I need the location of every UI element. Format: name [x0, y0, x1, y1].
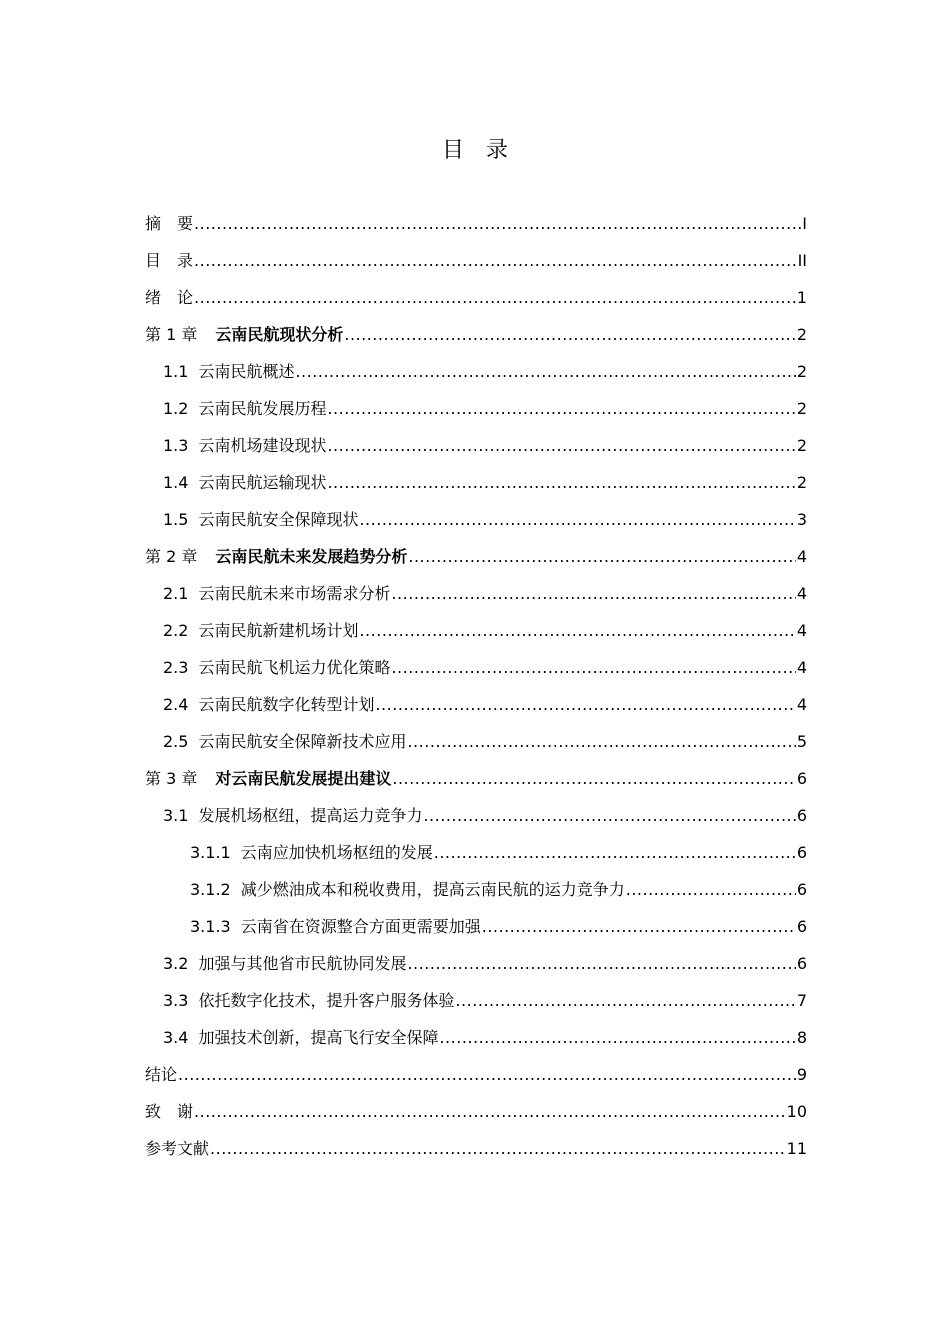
toc-entry-chapter-3[interactable] — [145, 763, 807, 800]
toc-entry-label: 云南民航发展历程 — [198, 399, 327, 418]
toc-entry-number: 3.1.2 — [190, 880, 231, 899]
toc-entry-page: 8 — [796, 1028, 807, 1047]
toc-entry-page: 11 — [786, 1139, 807, 1158]
dot-leader — [455, 985, 795, 1017]
toc-entry-page: 2 — [796, 436, 807, 455]
toc-entry-label: 云南民航现状分析 — [215, 325, 344, 344]
toc-entry-label: 云南民航飞机运力优化策略 — [198, 658, 391, 677]
toc-entry-label: 云南民航安全保障新技术应用 — [198, 732, 407, 751]
toc-entry-section-3-1-1[interactable] — [145, 837, 807, 874]
toc-entry-page: 6 — [796, 843, 807, 862]
dot-leader — [194, 208, 801, 240]
dot-leader — [391, 652, 795, 684]
toc-entry-number: 1.4 — [163, 473, 189, 492]
toc-entry-page: 3 — [796, 510, 807, 529]
toc-entry-section-2-3[interactable] — [145, 652, 807, 689]
toc-entry-number: 3.1.3 — [190, 917, 231, 936]
toc-entry-label: 依托数字化技术，提升客户服务体验 — [198, 991, 455, 1010]
toc-entry-label: 云南民航概述 — [198, 362, 295, 381]
dot-leader — [194, 282, 796, 314]
toc-entry-page: 6 — [796, 880, 807, 899]
toc-entry-section-2-2[interactable] — [145, 615, 807, 652]
toc-entry-introduction[interactable] — [145, 282, 807, 319]
toc-entry-number: 3.1 — [163, 806, 189, 825]
toc-list — [145, 208, 807, 1170]
toc-entry-page: 2 — [796, 325, 807, 344]
dot-leader — [327, 467, 795, 499]
toc-entry-section-3-2[interactable] — [145, 948, 807, 985]
toc-entry-number: 1.2 — [163, 399, 189, 418]
toc-entry-chapter-2[interactable] — [145, 541, 807, 578]
toc-entry-section-1-1[interactable] — [145, 356, 807, 393]
toc-entry-page: 4 — [796, 621, 807, 640]
toc-entry-number: 3.1.1 — [190, 843, 231, 862]
dot-leader — [407, 726, 795, 758]
toc-entry-section-1-3[interactable] — [145, 430, 807, 467]
dot-leader — [392, 763, 795, 795]
toc-entry-label: 发展机场枢纽，提高运力竞争力 — [198, 806, 423, 825]
toc-entry-section-3-1-2[interactable] — [145, 874, 807, 911]
dot-leader — [194, 1096, 786, 1128]
toc-entry-number: 2.1 — [163, 584, 189, 603]
toc-entry-section-3-3[interactable] — [145, 985, 807, 1022]
toc-entry-label: 云南民航未来发展趋势分析 — [215, 547, 408, 566]
dot-leader — [327, 430, 795, 462]
toc-entry-page: 6 — [796, 917, 807, 936]
toc-entry-page: II — [797, 251, 807, 270]
dot-leader — [434, 837, 796, 869]
toc-entry-label: 云南民航运输现状 — [198, 473, 327, 492]
toc-entry-label: 云南民航未来市场需求分析 — [198, 584, 391, 603]
toc-entry-section-3-4[interactable] — [145, 1022, 807, 1059]
toc-entry-label: 加强与其他省市民航协同发展 — [198, 954, 407, 973]
toc-entry-number: 1.1 — [163, 362, 189, 381]
toc-entry-page: 2 — [796, 399, 807, 418]
toc-entry-page: 10 — [786, 1102, 807, 1121]
dot-leader — [295, 356, 795, 388]
dot-leader — [359, 504, 795, 536]
toc-entry-page: 6 — [796, 769, 807, 788]
toc-entry-label: 云南应加快机场枢纽的发展 — [240, 843, 433, 862]
toc-entry-number: 1.3 — [163, 436, 189, 455]
dot-leader — [439, 1022, 795, 1054]
toc-entry-number: 2.4 — [163, 695, 189, 714]
toc-entry-label: 致 谢 — [145, 1102, 194, 1121]
dot-leader — [626, 874, 796, 906]
dot-leader — [210, 1133, 786, 1165]
toc-entry-page: 5 — [796, 732, 807, 751]
toc-entry-label: 云南机场建设现状 — [198, 436, 327, 455]
dot-leader — [327, 393, 795, 425]
toc-entry-section-3-1[interactable] — [145, 800, 807, 837]
dot-leader — [375, 689, 795, 721]
toc-entry-abstract[interactable] — [145, 208, 807, 245]
toc-entry-number: 第 3 章 — [145, 769, 198, 788]
toc-entry-number: 2.3 — [163, 658, 189, 677]
dot-leader — [423, 800, 795, 832]
dot-leader — [194, 245, 797, 277]
toc-entry-label: 摘 要 — [145, 214, 194, 233]
toc-entry-number: 1.5 — [163, 510, 189, 529]
toc-entry-section-2-4[interactable] — [145, 689, 807, 726]
toc-entry-label: 参考文献 — [145, 1139, 210, 1158]
toc-entry-section-1-4[interactable] — [145, 467, 807, 504]
toc-entry-number: 第 2 章 — [145, 547, 198, 566]
toc-entry-page: 2 — [796, 362, 807, 381]
toc-entry-conclusion[interactable] — [145, 1059, 807, 1096]
dot-leader — [407, 948, 795, 980]
toc-entry-label: 云南民航数字化转型计划 — [198, 695, 375, 714]
toc-entry-label: 目 录 — [145, 251, 194, 270]
toc-entry-number: 3.4 — [163, 1028, 189, 1047]
toc-entry-label: 绪 论 — [145, 288, 194, 307]
toc-entry-number: 3.3 — [163, 991, 189, 1010]
toc-entry-page: 4 — [796, 658, 807, 677]
toc-entry-page: 1 — [796, 288, 807, 307]
toc-entry-label: 对云南民航发展提出建议 — [215, 769, 392, 788]
dot-leader — [178, 1059, 796, 1091]
toc-title: 目 录 — [441, 138, 508, 163]
toc-entry-label: 加强技术创新，提高飞行安全保障 — [198, 1028, 439, 1047]
toc-entry-section-2-5[interactable] — [145, 726, 807, 763]
toc-entry-contents[interactable] — [145, 245, 807, 282]
toc-entry-section-1-2[interactable] — [145, 393, 807, 430]
toc-entry-section-1-5[interactable] — [145, 504, 807, 541]
toc-entry-section-3-1-3[interactable] — [145, 911, 807, 948]
toc-entry-number: 3.2 — [163, 954, 189, 973]
toc-entry-section-2-1[interactable] — [145, 578, 807, 615]
toc-entry-page: 6 — [796, 954, 807, 973]
toc-entry-page: 4 — [796, 695, 807, 714]
dot-leader — [344, 319, 795, 351]
toc-entry-label: 减少燃油成本和税收费用，提高云南民航的运力竞争力 — [240, 880, 625, 899]
toc-entry-number: 2.5 — [163, 732, 189, 751]
toc-entry-page: 9 — [796, 1065, 807, 1084]
toc-entry-page: I — [802, 214, 807, 233]
toc-entry-label: 云南民航安全保障现状 — [198, 510, 359, 529]
toc-entry-page: 4 — [796, 584, 807, 603]
toc-entry-label: 云南省在资源整合方面更需要加强 — [240, 917, 481, 936]
dot-leader — [482, 911, 796, 943]
toc-entry-label: 结论 — [145, 1065, 178, 1084]
toc-entry-references[interactable] — [145, 1133, 807, 1170]
toc-entry-page: 2 — [796, 473, 807, 492]
toc-entry-label: 云南民航新建机场计划 — [198, 621, 359, 640]
dot-leader — [359, 615, 795, 647]
toc-entry-number: 第 1 章 — [145, 325, 198, 344]
toc-entry-chapter-1[interactable] — [145, 319, 807, 356]
toc-entry-page: 4 — [796, 547, 807, 566]
dot-leader — [391, 578, 795, 610]
dot-leader — [408, 541, 795, 573]
toc-entry-number: 2.2 — [163, 621, 189, 640]
toc-entry-acknowledgements[interactable] — [145, 1096, 807, 1133]
toc-entry-page: 7 — [796, 991, 807, 1010]
toc-entry-page: 6 — [796, 806, 807, 825]
